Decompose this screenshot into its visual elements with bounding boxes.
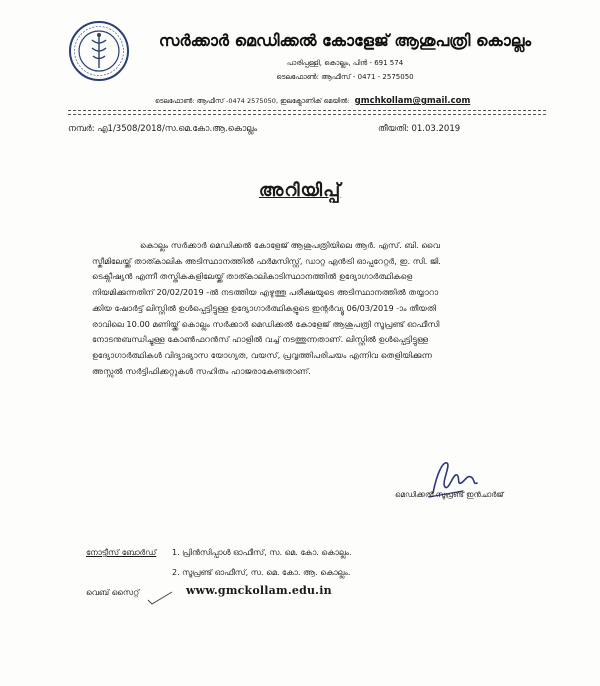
header-divider — [68, 110, 546, 111]
notice-body — [92, 238, 532, 379]
header-contact — [155, 96, 470, 106]
notice-board-label: നോട്ടീസ് ബോർഡ് — [86, 548, 157, 557]
body-line: ക്കിയ ഷോർട്ട് ലിസ്റ്റിൽ ഉൾപ്പെട്ടിട്ടുള്ള ഉദ്യോഗാർത്ഥികളുടെ ഇന്റർവ്യൂ 06/03/2019 -ാം തീയതി — [92, 302, 437, 313]
body-line: നോടനുബന്ധിച്ചുള്ള കോൺഫറൻസ് ഹാളിൽ വച്ച് നടത്തുന്നതാണ്. ലിസ്റ്റിൽ ഉൾപ്പെട്ടിട്ടുള്ള — [92, 334, 429, 345]
body-line: രാവിലെ 10.00 മണിയ്ക്ക് കൊല്ലം സർക്കാർ മെഡിക്കൽ കോളേജ് ആശുപത്രി സൂപ്രണ്ട് ഓഫീസി — [92, 318, 440, 329]
body-line: അസ്സൽ സർട്ടിഫിക്കറ്റുകൾ സഹിതം ഹാജരാകേണ്ടതാണ്. — [92, 365, 311, 376]
header-title: സർക്കാർ മെഡിക്കൽ കോളേജ് ആശുപത്രി കൊല്ലം — [158, 31, 532, 50]
email-link[interactable]: gmchkollam@gmail.com — [354, 96, 471, 106]
body-line: ഉദ്യോഗാർത്ഥികൾ വിദ്യാഭ്യാസ യോഗ്യത, വയസ്, പ്രവൃത്തിപരിചയം എന്നിവ തെളിയിക്കുന്ന — [92, 349, 433, 360]
body-line: ടെക്നീഷ്യൻ എന്നീ തസ്തികകളിലേയ്ക്ക് താത്കാലികാടിസ്ഥാനത്തിൽ ഉദ്യോഗാർത്ഥികളെ — [92, 271, 413, 282]
notice-board-item: 2. സൂപ്രണ്ട് ഓഫീസ്, സ. മെ. കോ. ആ. കൊല്ലം. — [172, 568, 351, 577]
reference-date: തീയതി: 01.03.2019 — [378, 124, 461, 134]
body-line: കൊല്ലം സർക്കാർ മെഡിക്കൽ കോളേജ് ആശുപത്രിയിലെ ആർ. എസ്. ബി. വൈ — [140, 240, 440, 250]
contact-text: ടെലഫോൺ: ആഫീസ് -0474 2575050, ഇലക്ട്രോണിക് മെയിൽ: — [155, 97, 350, 105]
body-line: നിയമിക്കുന്നതിന് 20/02/2019 -ൽ നടത്തിയ എഴുത്തു പരീക്ഷയുടെ അടിസ്ഥാനത്തിൽ തയ്യാറാ — [92, 287, 439, 298]
document-title-wrap — [0, 180, 600, 201]
reference-number: നമ്പർ: എ1/3508/2018/സ.മെ.കോ.ആ.കൊല്ലം — [68, 124, 258, 134]
body-line: സ്കീമിലേയ്ക്ക് താത്കാലിക അടിസ്ഥാനത്തിൽ ഫർമസിസ്റ്റ്, ഡാറ്റ എൻട്രി ഓപ്പറേറ്റർ, ഇ. സി. ജി. — [92, 255, 441, 266]
header-phone: ടെലഫോൺ: ആഫീസ് - 0471 - 2575050 — [276, 73, 414, 81]
tick-mark-icon — [146, 590, 174, 606]
header-divider-2 — [68, 114, 546, 115]
website-link[interactable]: www.gmckollam.edu.in — [186, 584, 332, 597]
signatory-title: മെഡിക്കൽ സൂപ്രണ്ട് ഇൻചാർജ് — [395, 490, 504, 499]
website-label: വെബ് സൈറ്റ് — [86, 588, 140, 597]
college-seal-icon — [68, 20, 130, 82]
document-title: അറിയിപ്പ് — [258, 180, 342, 201]
header-address: പാരിപ്പള്ളി, കൊല്ലം, പിൻ - 691 574 — [286, 59, 404, 67]
notice-board-item: 1. പ്രിൻസിപ്പാൾ ഓഫീസ്, സ. മെ. കോ. കൊല്ലം. — [172, 548, 352, 557]
